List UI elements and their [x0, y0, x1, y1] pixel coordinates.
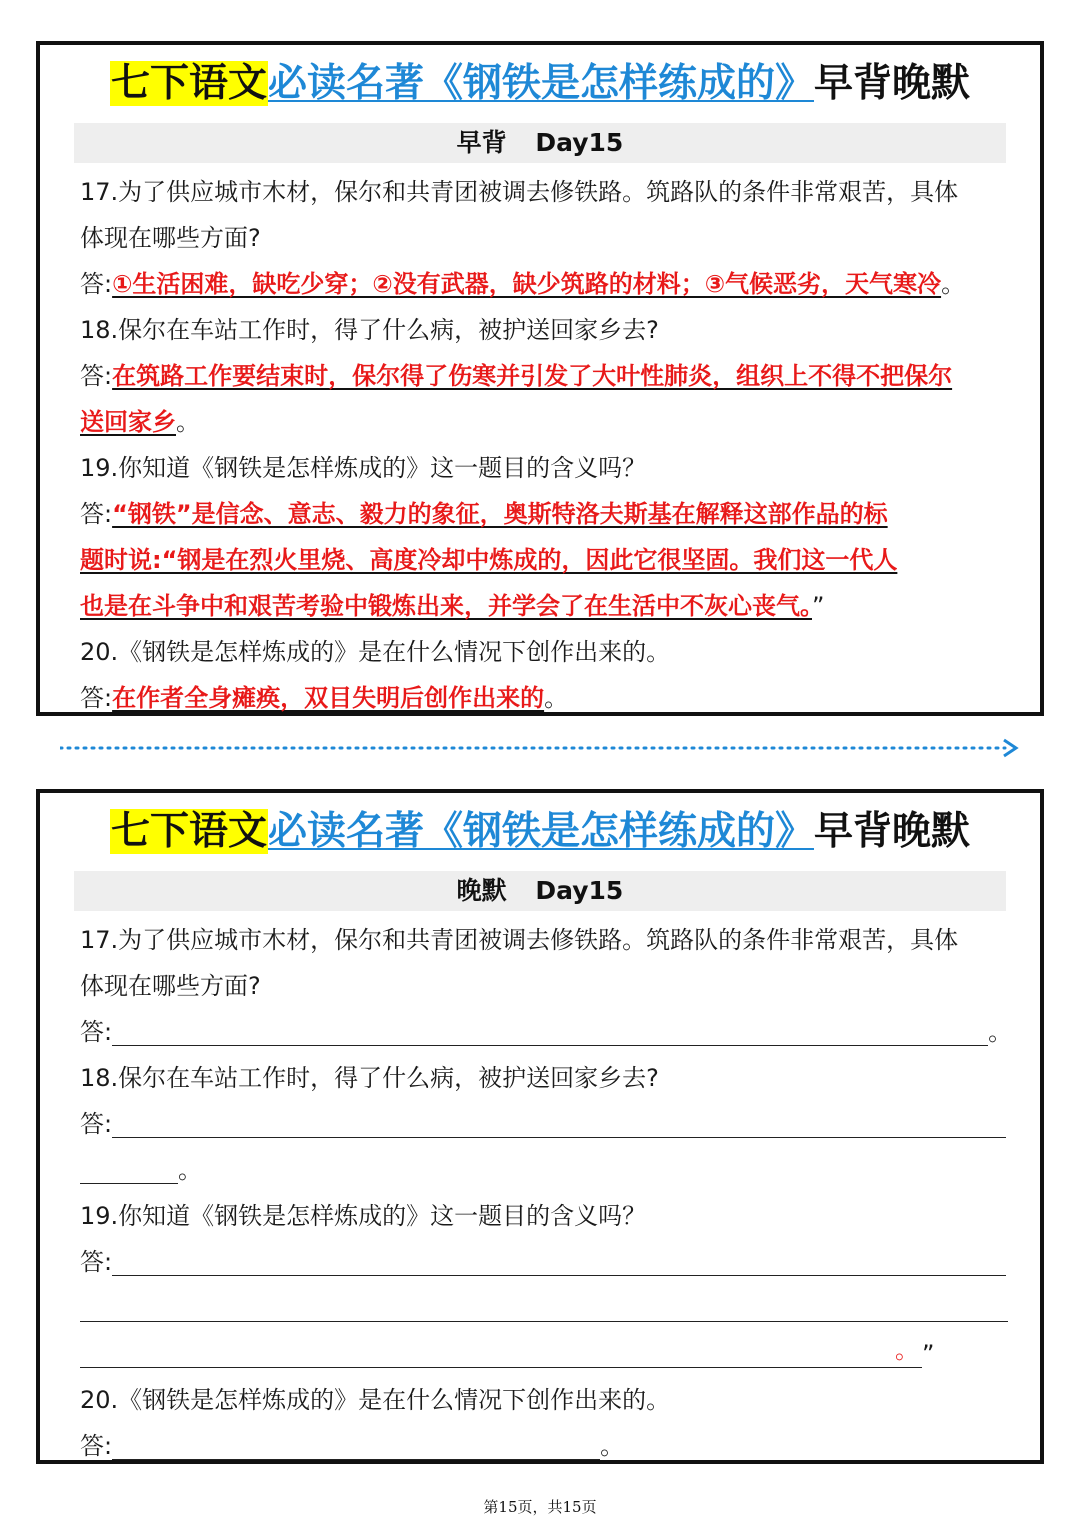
- answer-end: 。: [600, 1432, 625, 1460]
- qa-list: [80, 917, 1013, 1469]
- page-title: [40, 59, 1040, 109]
- answer-blank[interactable]: [80, 1291, 1008, 1322]
- answer-end: 。: [178, 1156, 202, 1184]
- answer-20: [80, 1423, 1010, 1469]
- section-header: [74, 123, 1006, 163]
- answer-prefix: 答:: [80, 270, 113, 298]
- answer-17: [80, 1009, 1013, 1055]
- section-header: [74, 871, 1006, 911]
- answer-end-quote: ”: [922, 1340, 935, 1368]
- question-17-line1: 17.为了供应城市木材，保尔和共青团被调去修铁路。筑路队的条件非常艰苦，具体: [80, 926, 959, 954]
- answer-text: ①生活困难，缺吃少穿；②没有武器，缺少筑路的材料；③气候恶劣，天气寒冷: [112, 270, 942, 298]
- page-title: [40, 807, 1040, 857]
- title-book: 必读名著《钢铁是怎样练成的》: [267, 809, 814, 854]
- question-18: 18.保尔在车站工作时，得了什么病，被护送回家乡去?: [80, 316, 659, 344]
- question-17-line2: 体现在哪些方面?: [80, 972, 261, 1000]
- answer-19-line3: [80, 583, 1010, 629]
- answer-prefix: 答:: [80, 362, 113, 390]
- answer-end: 。: [176, 408, 200, 436]
- answer-text: 题时说:“钢是在烈火里烧、高度冷却中炼成的，因此它很坚固。我们这一代人: [80, 546, 898, 574]
- dotted-arrow-icon: [60, 738, 1020, 758]
- answer-prefix: 答:: [80, 1018, 113, 1046]
- question-19: 19.你知道《钢铁是怎样炼成的》这一题目的含义吗？: [80, 1202, 647, 1230]
- answer-prefix: 答:: [80, 1248, 113, 1276]
- answer-blank[interactable]: [112, 1107, 1006, 1138]
- answer-text: 在作者全身瘫痪，双目失明后创作出来的: [112, 684, 545, 712]
- answer-blank[interactable]: [80, 1337, 922, 1368]
- answer-blank[interactable]: [112, 1429, 600, 1460]
- page-footer: 第15页，共15页: [483, 1498, 597, 1516]
- title-grade: 七下语文: [110, 809, 267, 854]
- morning-panel: [36, 41, 1044, 716]
- answer-blank[interactable]: [80, 1153, 178, 1184]
- answer-19-line2: [80, 537, 1010, 583]
- answer-19-line1: [80, 1239, 1010, 1285]
- title-grade: 七下语文: [110, 61, 267, 106]
- answer-end: 。: [941, 270, 966, 298]
- answer-end: 。: [988, 1018, 1013, 1046]
- title-mode: 早背晚默: [814, 61, 971, 106]
- question-19: 19.你知道《钢铁是怎样炼成的》这一题目的含义吗？: [80, 454, 647, 482]
- answer-18-line1: [80, 1101, 1010, 1147]
- answer-end: 。: [544, 684, 569, 712]
- answer-prefix: 答:: [80, 684, 113, 712]
- section-label: 晚默: [456, 876, 507, 905]
- answer-prefix: 答:: [80, 1110, 113, 1138]
- title-book: 必读名著《钢铁是怎样练成的》: [267, 61, 814, 106]
- answer-text: 送回家乡: [80, 408, 176, 436]
- question-17-line1: 17.为了供应城市木材，保尔和共青团被调去修铁路。筑路队的条件非常艰苦，具体: [80, 178, 959, 206]
- qa-list: [80, 169, 1010, 721]
- answer-end: ”: [812, 592, 825, 620]
- question-20: 20.《钢铁是怎样炼成的》是在什么情况下创作出来的。: [80, 638, 671, 666]
- answer-prefix: 答:: [80, 500, 113, 528]
- answer-prefix: 答:: [80, 1432, 113, 1460]
- answer-20: [80, 675, 1010, 721]
- answer-blank[interactable]: [112, 1245, 1006, 1276]
- answer-19-line1: [80, 491, 1010, 537]
- question-17-line2: 体现在哪些方面?: [80, 224, 261, 252]
- title-mode: 早背晚默: [814, 809, 971, 854]
- question-18: 18.保尔在车站工作时，得了什么病，被护送回家乡去?: [80, 1064, 659, 1092]
- answer-text: “钢铁”是信念、意志、毅力的象征，奥斯特洛夫斯基在解释这部作品的标: [112, 500, 888, 528]
- answer-blank[interactable]: [112, 1015, 988, 1046]
- answer-text: 也是在斗争中和艰苦考验中锻炼出来，并学会了在生活中不灰心丧气。: [80, 592, 812, 620]
- section-label: 早背: [456, 128, 507, 157]
- answer-text: 在筑路工作要结束时，保尔得了伤寒并引发了大叶性肺炎，组织上不得不把保尔: [112, 362, 953, 390]
- answer-19-line2: [80, 1285, 1010, 1331]
- section-day: Day15: [535, 128, 624, 157]
- question-20: 20.《钢铁是怎样炼成的》是在什么情况下创作出来的。: [80, 1386, 671, 1414]
- answer-end-dot: 。: [895, 1336, 919, 1364]
- answer-18-line2: [80, 1147, 1010, 1193]
- answer-19-line3: [80, 1331, 1010, 1377]
- section-day: Day15: [535, 876, 624, 905]
- answer-17: [80, 261, 1010, 307]
- answer-18-line1: [80, 353, 1010, 399]
- answer-18-line2: [80, 399, 1010, 445]
- evening-panel: [36, 789, 1044, 1464]
